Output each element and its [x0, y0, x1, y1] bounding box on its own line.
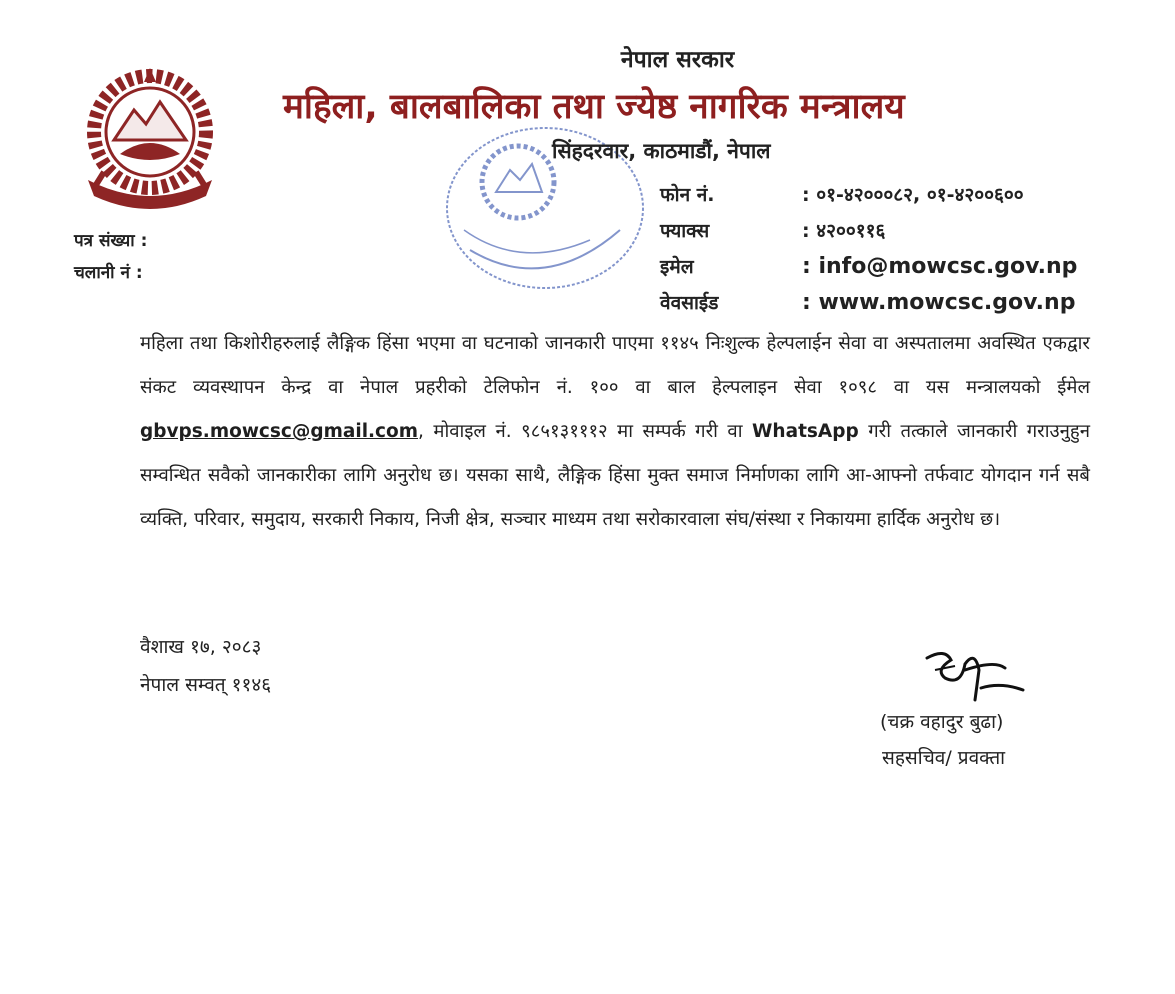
contact-value: : ४२००११६	[802, 220, 886, 242]
contact-row-phone	[660, 176, 1130, 212]
contact-label: फोन नं.	[660, 184, 715, 206]
dispatch-number: चलानी नं :	[74, 263, 143, 283]
body-email: gbvps.mowcsc@gmail.com	[140, 421, 419, 442]
contact-value: : info@mowcsc.gov.np	[802, 253, 1078, 279]
contact-label: फ्याक्स	[660, 220, 710, 242]
signer-designation: सहसचिव/ प्रवक्ता	[882, 747, 1006, 769]
nepal-emblem-icon	[74, 62, 226, 212]
signer-name: (चक्र वहादुर बुढा)	[880, 711, 1004, 733]
contact-value: : www.mowcsc.gov.np	[802, 289, 1076, 315]
body-text: महिला तथा किशोरीहरुलाई लैङ्गिक हिंसा भएमा वा घटनाको जानकारी पाएमा ११४५ निःशुल्क हेल्पलाईन सेवा वा अस्पतालमा अवस्थित एकद्वार संकट व्यवस्थापन केन्द्र वा नेपाल प्रहरीको टेलिफोन नं. १०० वा बाल हेल्पलाइन सेवा १०९८ वा यस मन्त्रालयको ईमेल	[140, 333, 1090, 398]
date-block	[140, 628, 271, 704]
contact-row-website	[660, 284, 1130, 320]
contact-label: वेवसाईड	[660, 292, 719, 314]
contact-row-fax	[660, 212, 1130, 248]
contact-label: इमेल	[660, 256, 694, 278]
body-whatsapp: WhatsApp	[752, 421, 859, 442]
contact-value: : ०१-४२०००८२, ०१-४२००६००	[802, 184, 1024, 206]
letter-number: पत्र संख्या :	[74, 231, 148, 251]
letter-body	[140, 322, 1090, 542]
body-text: गरी तत्काले जानकारी गराउनुहुन सम्वन्धित सवैको जानकारीका लागि अनुरोध छ। यसका साथै, लैङ्गिक हिंसा मुक्त समाज निर्माणका लागि आ-आफ्नो तर्फवाट योगदान गर्न सबै व्यक्ति, परिवार, समुदाय, सरकारी निकाय, निजी क्षेत्र, सञ्चार माध्यम तथा सरोकारवाला संघ/संस्था र निकायमा हार्दिक अनुरोध छ।	[140, 421, 1091, 530]
government-title: नेपाल सरकार	[620, 47, 735, 73]
ministry-title: महिला, बालबालिका तथा ज्येष्ठ नागरिक मन्त्रालय	[283, 87, 905, 127]
body-text: , मोवाइल नं. ९८५१३१११२ मा सम्पर्क गरी वा	[418, 421, 753, 442]
ministry-address: सिंहदरवार, काठमाडौं, नेपाल	[552, 139, 771, 163]
contact-block	[660, 176, 1130, 320]
letter-date: वैशाख १७, २०८३	[140, 636, 262, 658]
nepal-sambat-date: नेपाल सम्वत् ११४६	[140, 674, 272, 696]
reference-block	[74, 228, 147, 292]
contact-row-email	[660, 248, 1130, 284]
